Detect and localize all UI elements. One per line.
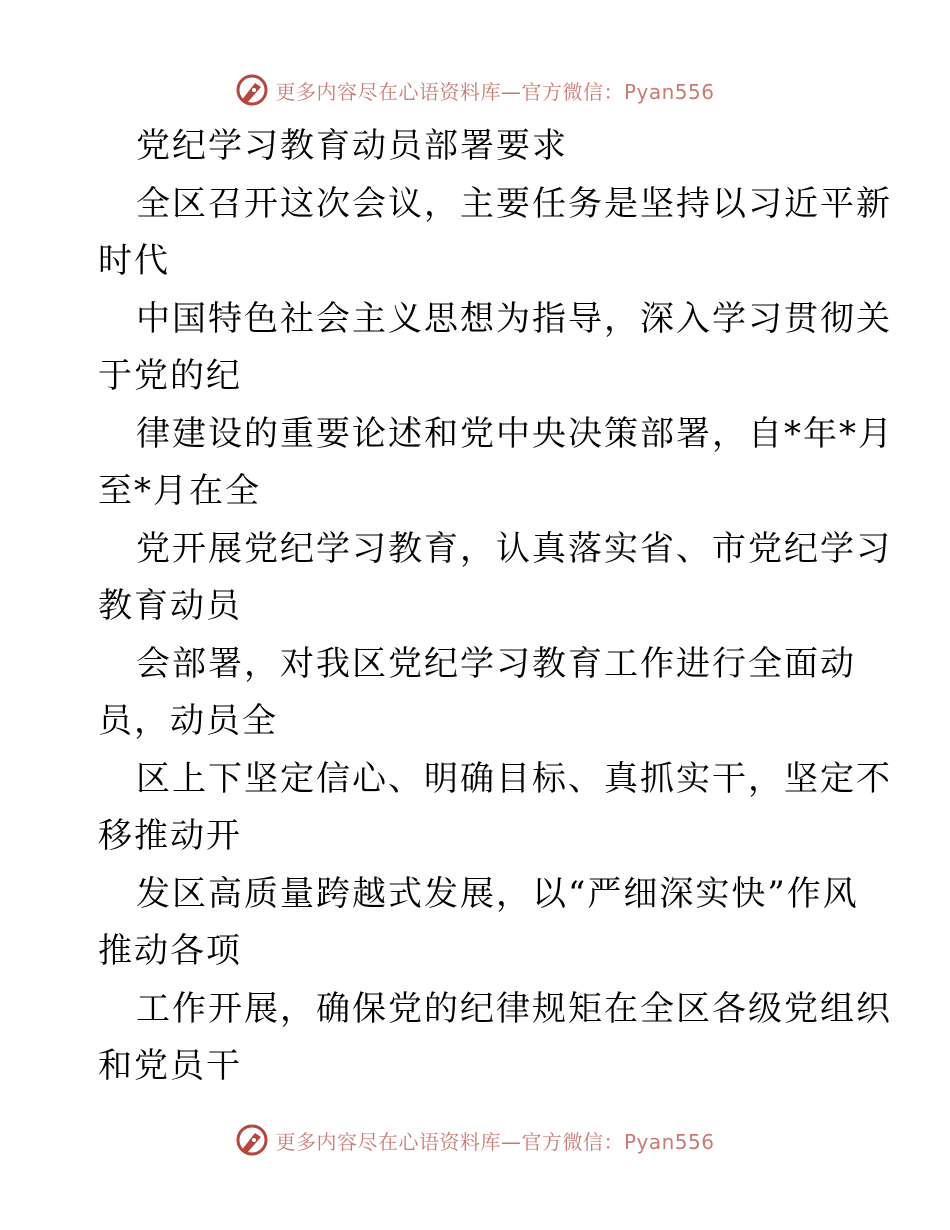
header-watermark [0,70,950,110]
text-line: 中国特色社会主义思想为指导，深入学习贯彻关 [136,298,892,339]
text-line: 党开展党纪学习教育，认真落实省、市党纪学习 [136,528,892,569]
text-line: 至*月在全 [98,471,261,511]
text-line: 党纪学习教育动员部署要求 [136,126,568,166]
footer-watermark [0,1120,950,1160]
text-line: 全区召开这次会议，主要任务是坚持以习近平新 [136,183,892,224]
watermark-text: 更多内容尽在心语资料库—官方微信：Pyan556 [275,1129,715,1154]
text-line: 时代 [98,241,170,281]
text-line: 工作开展，确保党的纪律规矩在全区各级党组织 [136,988,892,1029]
text-line: 移推动开 [98,816,242,856]
fountain-pen-nib-icon [235,1123,269,1157]
text-line: 区上下坚定信心、明确目标、真抓实干，坚定不 [136,758,892,799]
text-line: 律建设的重要论述和党中央决策部署，自*年*月 [136,413,894,454]
watermark-text: 更多内容尽在心语资料库—官方微信：Pyan556 [275,79,715,104]
document-body [98,118,894,1096]
text-line: 教育动员 [98,586,242,626]
text-line: 推动各项 [98,931,242,971]
fountain-pen-nib-icon [235,73,269,107]
text-line: 和党员干 [98,1046,242,1086]
text-line: 员，动员全 [98,701,278,741]
text-line: 于党的纪 [98,356,242,396]
text-line: 会部署，对我区党纪学习教育工作进行全面动 [136,643,856,684]
text-line: 发区高质量跨越式发展，以“严细深实快”作风 [136,873,859,914]
